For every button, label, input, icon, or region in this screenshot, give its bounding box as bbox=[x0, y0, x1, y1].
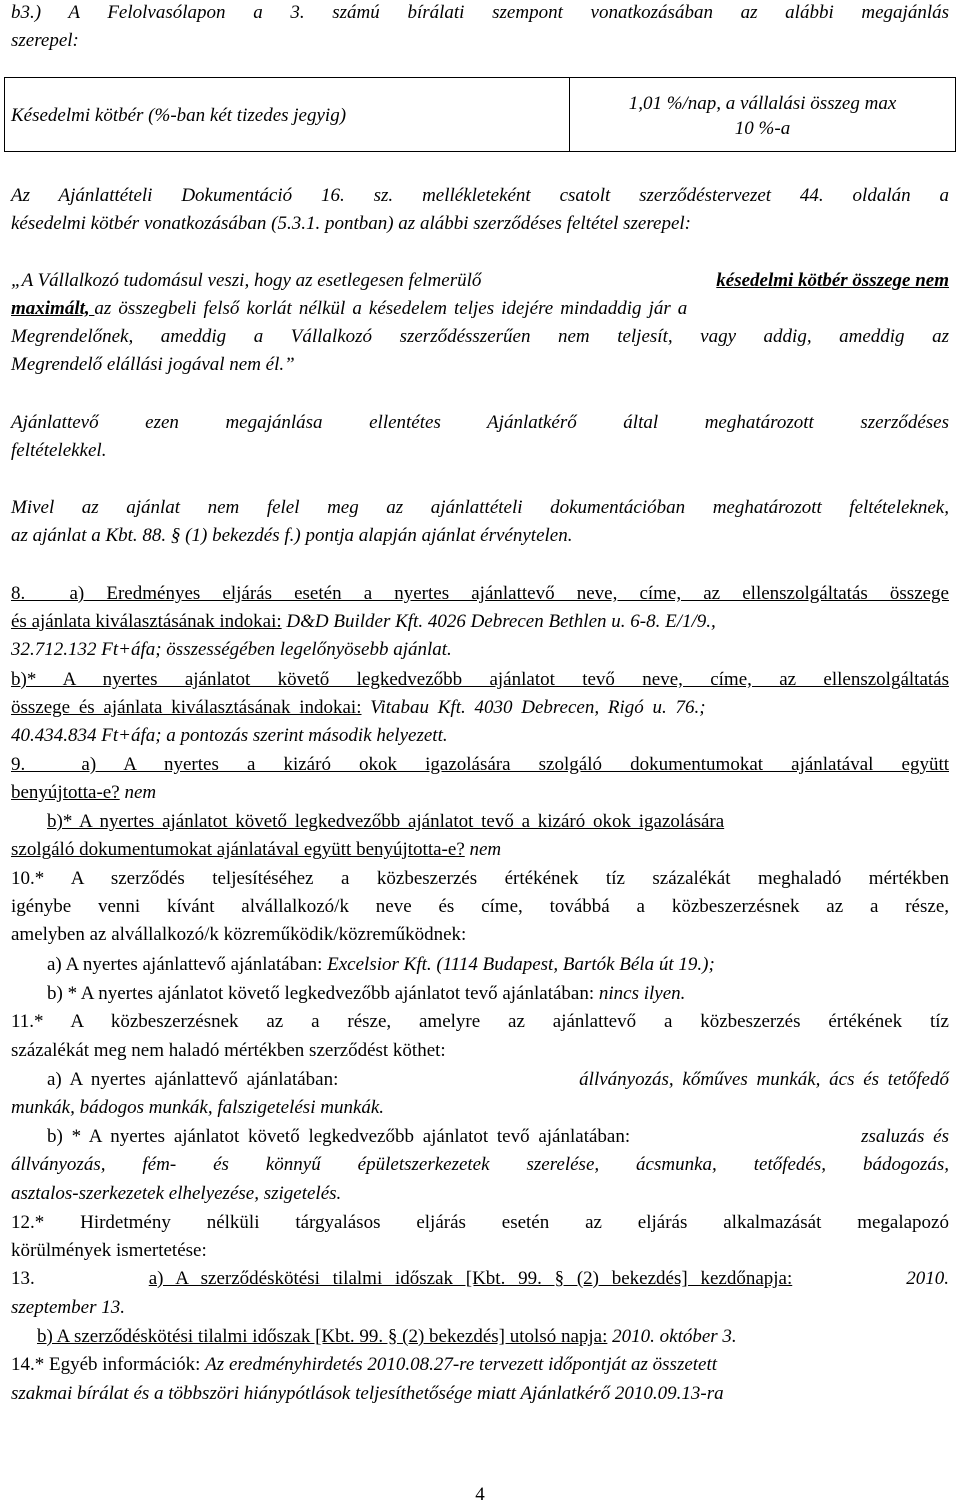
offer-table bbox=[4, 77, 956, 152]
quote-line-2 bbox=[11, 298, 949, 320]
section-11-line-1: 11.* A közbeszerzésnek az a része, amelyre az ajánlattevő a közbeszerzés értékének tíz bbox=[11, 1011, 949, 1032]
section-13b bbox=[37, 1326, 949, 1348]
section-13a-line-1 bbox=[11, 1268, 949, 1290]
section-8a-line-2 bbox=[11, 611, 949, 633]
paragraph-1-line-1: Az Ajánlattételi Dokumentáció 16. sz. mellékleteként csatolt szerződéstervezet 44. oldalán a bbox=[11, 185, 949, 206]
section-9a-heading: 9. a) A nyertes a kizáró okok igazolására szolgáló dokumentumokat ajánlatával együtt bbox=[11, 754, 949, 775]
section-8b-second: Vitabau Kft. 4030 Debrecen, Rigó u. 76.; bbox=[361, 697, 706, 718]
section-8b-line-2 bbox=[11, 697, 949, 719]
section-8b-line-3: 40.434.834 Ft+áfa; a pontozás szerint második helyezett. bbox=[11, 725, 448, 746]
page-number: 4 bbox=[475, 1484, 485, 1505]
quote-line-1-emphasis: késedelmi kötbér összege nem bbox=[716, 270, 949, 291]
section-10-line-2: igénybe venni kívánt alvállalkozó/k neve és címe, továbbá a közbeszerzésnek az a része, bbox=[11, 896, 949, 917]
section-9a-line-2 bbox=[11, 782, 949, 804]
section-11a-value: állványozás, kőműves munkák, ács és tetőfedő bbox=[579, 1069, 949, 1090]
section-8a-line-1 bbox=[11, 583, 949, 605]
section-10b-value: nincs ilyen. bbox=[598, 983, 686, 1004]
section-11a-line-2: munkák, bádogos munkák, falszigetelési munkák. bbox=[11, 1097, 385, 1118]
section-11a-label: a) A nyertes ajánlattevő ajánlatában: bbox=[47, 1069, 339, 1090]
paragraph-1-line-2: késedelmi kötbér vonatkozásában (5.3.1. pontban) az alábbi szerződéses feltétel szerepel: bbox=[11, 213, 692, 234]
heading-line-1: b3.) A Felolvasólapon a 3. számú bírálati szempont vonatkozásában az alábbi megajánlás bbox=[11, 2, 949, 23]
section-13a-line-2: szeptember 13. bbox=[11, 1297, 125, 1318]
section-13b-label: b) A szerződéskötési tilalmi időszak [Kbt. 99. § (2) bekezdés] utolsó napja: bbox=[37, 1326, 608, 1347]
section-8b-heading: b)* A nyertes ajánlatot követő legkedvezőbb ajánlatot tevő neve, címe, az ellenszolgáltatás bbox=[11, 669, 949, 690]
section-14-line-1 bbox=[11, 1354, 949, 1376]
paragraph-2-line-2: feltételekkel. bbox=[11, 440, 107, 461]
section-12-line-1: 12.* Hirdetmény nélküli tárgyalásos eljárás esetén az eljárás alkalmazását megalapozó bbox=[11, 1212, 949, 1233]
offer-table-value-line-1: 1,01 %/nap, a vállalási összeg max bbox=[628, 93, 897, 114]
section-13a-prefix: 13. bbox=[11, 1268, 40, 1289]
section-11-line-2: százalékát meg nem haladó mértékben szerződést köthet: bbox=[11, 1040, 446, 1061]
section-11b-value: zsaluzás és bbox=[861, 1126, 949, 1147]
section-11b-line-2: állványozás, fém- és könnyű épületszerkezetek szerelése, ácsmunka, tetőfedés, bádogozás, bbox=[11, 1154, 949, 1175]
section-8b-label: összege és ajánlata kiválasztásának indokai: bbox=[11, 697, 362, 718]
section-8a-line-3: 32.712.132 Ft+áfa; összességében legelőnyösebb ajánlat. bbox=[11, 639, 452, 660]
section-8a-label: és ajánlata kiválasztásának indokai: bbox=[11, 611, 282, 632]
section-9a-answer: nem bbox=[119, 782, 157, 803]
section-9b-heading: b)* A nyertes ajánlatot követő legkedvezőbb ajánlatot tevő a kizáró okok igazolására bbox=[47, 811, 725, 832]
offer-table-label: Késedelmi kötbér (%-ban két tizedes jegyig) bbox=[11, 105, 347, 126]
section-10a bbox=[47, 954, 949, 976]
quote-line-1 bbox=[11, 270, 949, 292]
section-12-line-2: körülmények ismertetése: bbox=[11, 1240, 207, 1261]
heading-line-2: szerepel: bbox=[11, 30, 79, 51]
section-9a-line-1 bbox=[11, 754, 949, 776]
section-9b-line-1 bbox=[47, 811, 949, 833]
paragraph-3-line-1: Mivel az ajánlat nem felel meg az ajánlattételi dokumentációban meghatározott feltételeknek, bbox=[11, 497, 949, 518]
section-13b-date: 2010. október 3. bbox=[607, 1326, 737, 1347]
section-11a-line-1 bbox=[47, 1069, 949, 1091]
section-14-line-2: szakmai bírálat és a többszöri hiánypótlások teljesíthetősége miatt Ajánlatkérő 2010.09.13-ra bbox=[11, 1383, 724, 1404]
quote-line-3: Megrendelőnek, ameddig a Vállalkozó szerződésszerűen nem teljesít, vagy addig, ameddig az bbox=[11, 326, 949, 347]
section-9b-question: szolgáló dokumentumokat ajánlatával együtt benyújtotta-e? bbox=[11, 839, 465, 860]
section-14-value: Az eredményhirdetés 2010.08.27-re tervezett időpontját az összetett bbox=[205, 1354, 718, 1375]
section-8a-winner: D&D Builder Kft. 4026 Debrecen Bethlen u. 6-8. E/1/9., bbox=[281, 611, 716, 632]
offer-table-value-cell bbox=[570, 78, 955, 151]
section-13a-label: a) A szerződéskötési tilalmi időszak [Kbt. 99. § (2) bekezdés] kezdőnapja: bbox=[148, 1268, 793, 1289]
quote-line-2-emphasis: maximált, bbox=[11, 298, 95, 319]
section-13a-date: 2010. bbox=[901, 1268, 949, 1289]
offer-table-value-line-2: 10 %-a bbox=[734, 118, 791, 139]
section-9a-question: benyújtotta-e? bbox=[11, 782, 120, 803]
section-8b-line-1 bbox=[11, 669, 949, 691]
paragraph-2-line-1: Ajánlattevő ezen megajánlása ellentétes Ajánlatkérő által meghatározott szerződéses bbox=[11, 412, 949, 433]
section-10b bbox=[47, 983, 949, 1005]
section-11b-line-3: asztalos-szerkezetek elhelyezése, szigetelés. bbox=[11, 1183, 342, 1204]
section-14-label: 14.* Egyéb információk: bbox=[11, 1354, 206, 1375]
section-11b-label: b) * A nyertes ajánlatot követő legkedvezőbb ajánlatot tevő ajánlatában: bbox=[47, 1126, 631, 1147]
paragraph-3-line-2: az ajánlat a Kbt. 88. § (1) bekezdés f.) pontja alapján ajánlat érvénytelen. bbox=[11, 525, 573, 546]
section-9b-line-2 bbox=[11, 839, 949, 861]
section-10-line-3: amelyben az alvállalkozó/k közreműködik/közreműködnek: bbox=[11, 924, 467, 945]
section-10a-value: Excelsior Kft. (1114 Budapest, Bartók Béla út 19.); bbox=[327, 954, 715, 975]
quote-line-4: Megrendelő elállási jogával nem él.” bbox=[11, 354, 295, 375]
section-10-line-1: 10.* A szerződés teljesítéséhez a közbeszerzés értékének tíz százalékát meghaladó mértékben bbox=[11, 868, 949, 889]
section-10a-label: a) A nyertes ajánlattevő ajánlatában: bbox=[47, 954, 328, 975]
section-11b-line-1 bbox=[47, 1126, 949, 1148]
quote-line-1-text: „A Vállalkozó tudomásul veszi, hogy az esetlegesen felmerülő bbox=[11, 270, 487, 291]
section-10b-label: b) * A nyertes ajánlatot követő legkedvezőbb ajánlatot tevő ajánlatában: bbox=[47, 983, 599, 1004]
offer-table-label-cell bbox=[5, 78, 570, 151]
quote-line-2-text: az összegbeli felső korlát nélkül a késedelem teljes idejére mindaddig jár a bbox=[94, 298, 688, 319]
section-9b-answer: nem bbox=[464, 839, 502, 860]
section-8a-heading: 8. a) Eredményes eljárás esetén a nyertes ajánlattevő neve, címe, az ellenszolgáltatás összege bbox=[11, 583, 949, 604]
